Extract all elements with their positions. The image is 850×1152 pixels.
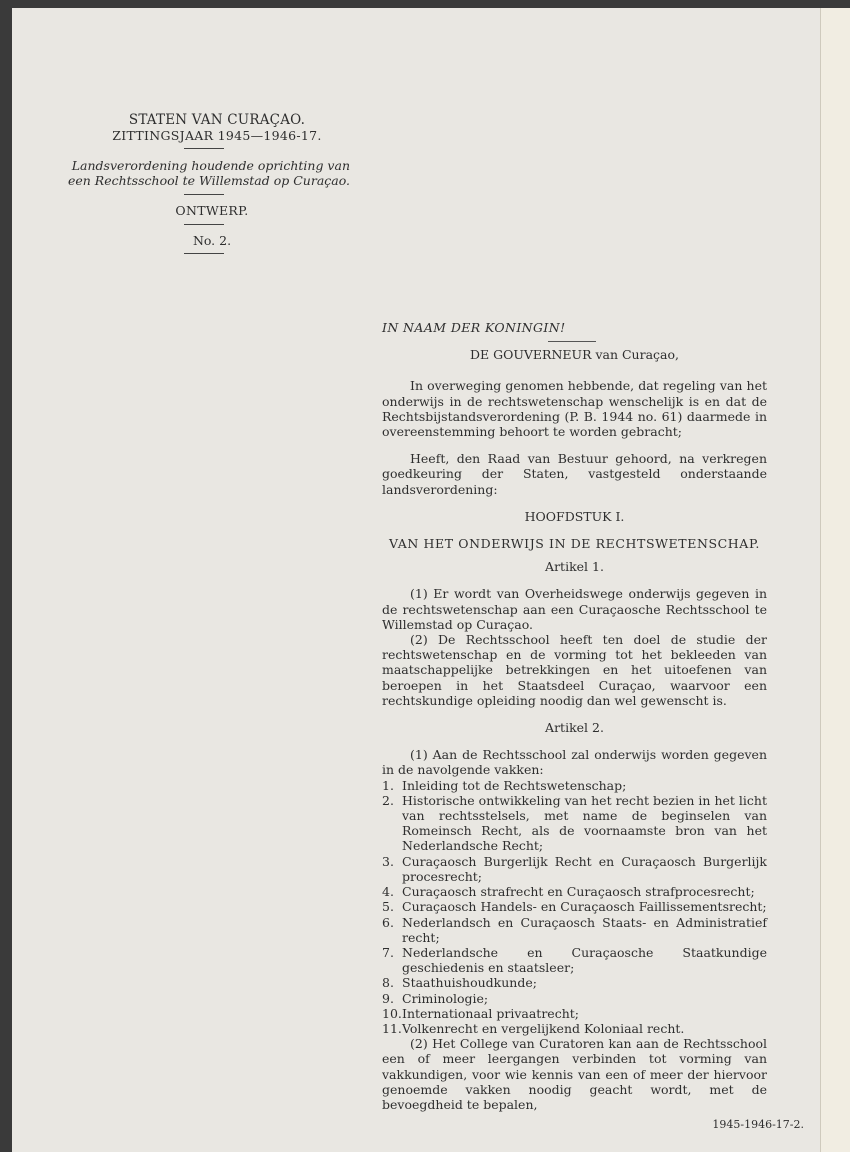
divider (184, 224, 224, 225)
list-item: 11. Volkenrecht en vergelijkend Koloniaal recht. (382, 1020, 685, 1036)
chapter-heading: HOOFDSTUK I. (524, 508, 625, 524)
divider (184, 148, 224, 149)
list-item: 1. Inleiding tot de Rechtswetenschap; (382, 777, 627, 793)
divider (184, 194, 224, 195)
list-item: 6. Nederlandsch en Curaçaosch Staats- en Administratief recht; (382, 914, 767, 945)
invocation: IN NAAM DER KONINGIN! (382, 320, 566, 335)
list-item: 8. Staathuishoudkunde; (382, 975, 537, 991)
bill-subject-line1: Landsverordening houdende oprichting van (71, 158, 350, 173)
page-edge (820, 8, 850, 1152)
main-text (382, 320, 767, 1112)
list-item: 2. Historische ontwikkeling van het recht bezien in het licht van rechtsstelsels, met name de beginselen van Romeinsch Recht, als de voornaamste bron van het Nederlandsche Recht; (382, 792, 767, 854)
article-2-para-1: (1) Aan de Rechtsschool zal onderwijs worden gegeven in de navolgende vakken: (382, 747, 767, 778)
article-1-title: Artikel 1. (545, 559, 604, 575)
enactment-clause: Heeft, den Raad van Bestuur gehoord, na verkregen goedkeuring der Staten, vastgesteld onderstaande landsverordening: (382, 451, 767, 497)
list-item: 4. Curaçaosch strafrecht en Curaçaosch strafprocesrecht; (382, 884, 755, 900)
list-item: 9. Criminologie; (382, 990, 489, 1006)
page-reference: 1945-1946-17-2. (712, 1118, 804, 1131)
divider (548, 341, 596, 342)
article-1-para-1: (1) Er wordt van Overheidswege onderwijs gegeven in de rechtswetenschap aan een Curaçaosche Rechtsschool te Willemstad op Curaçao. (382, 586, 767, 632)
draft-label: ONTWERP. (175, 203, 249, 218)
list-item: 7. Nederlandsche en Curaçaosche Staatkundige geschiedenis en staatsleer; (382, 944, 767, 976)
document-number: No. 2. (192, 233, 232, 248)
bill-subject-line2: een Rechtsschool te Willemstad op Curaçao. (67, 173, 350, 188)
document-page (12, 8, 820, 1152)
session-year: ZITTINGSJAAR 1945—1946-17. (112, 128, 322, 143)
list-item: 3. Curaçaosch Burgerlijk Recht en Curaçaosch Burgerlijk procesrecht; (382, 853, 767, 884)
chapter-title: VAN HET ONDERWIJS IN DE RECHTSWETENSCHAP. (388, 536, 760, 552)
subjects-list (382, 778, 767, 1036)
governor-line: DE GOUVERNEUR van Curaçao, (470, 347, 679, 363)
list-item: 10. Internationaal privaatrecht; (382, 1005, 579, 1021)
bill-subject (60, 158, 350, 188)
article-2-para-2: (2) Het College van Curatoren kan aan de Rechtsschool een of meer leergangen verbinden tot vorming van vakkundigen, voor wie kennis van een of meer der hiervoor genoemde vakken noodig geacht wordt, met de bevoegdheid te bepalen, (382, 1036, 767, 1112)
list-item: 5. Curaçaosch Handels- en Curaçaosch Faillissementsrecht; (382, 899, 767, 915)
article-1-para-2: (2) De Rechtsschool heeft ten doel de studie der rechtswetenschap en de vorming tot het bekleeden van maatschappelijke betrekkingen en het uitoefenen van beroepen in het Staatsdeel Curaçao, waarvoor een rechtskundige opleiding noodig dan wel gewenscht is. (382, 632, 767, 708)
article-2-title: Artikel 2. (545, 720, 604, 736)
divider (184, 253, 224, 254)
considering-clause: In overweging genomen hebbende, dat regeling van het onderwijs in de rechtswetenschap wenschelijk is en dat de Rechtsbijstandsverordening (P. B. 1944 no. 61) daarmede in overeenstemming behoort te worden gebracht; (382, 378, 767, 440)
parliament-title: STATEN VAN CURAÇAO. (128, 112, 306, 128)
